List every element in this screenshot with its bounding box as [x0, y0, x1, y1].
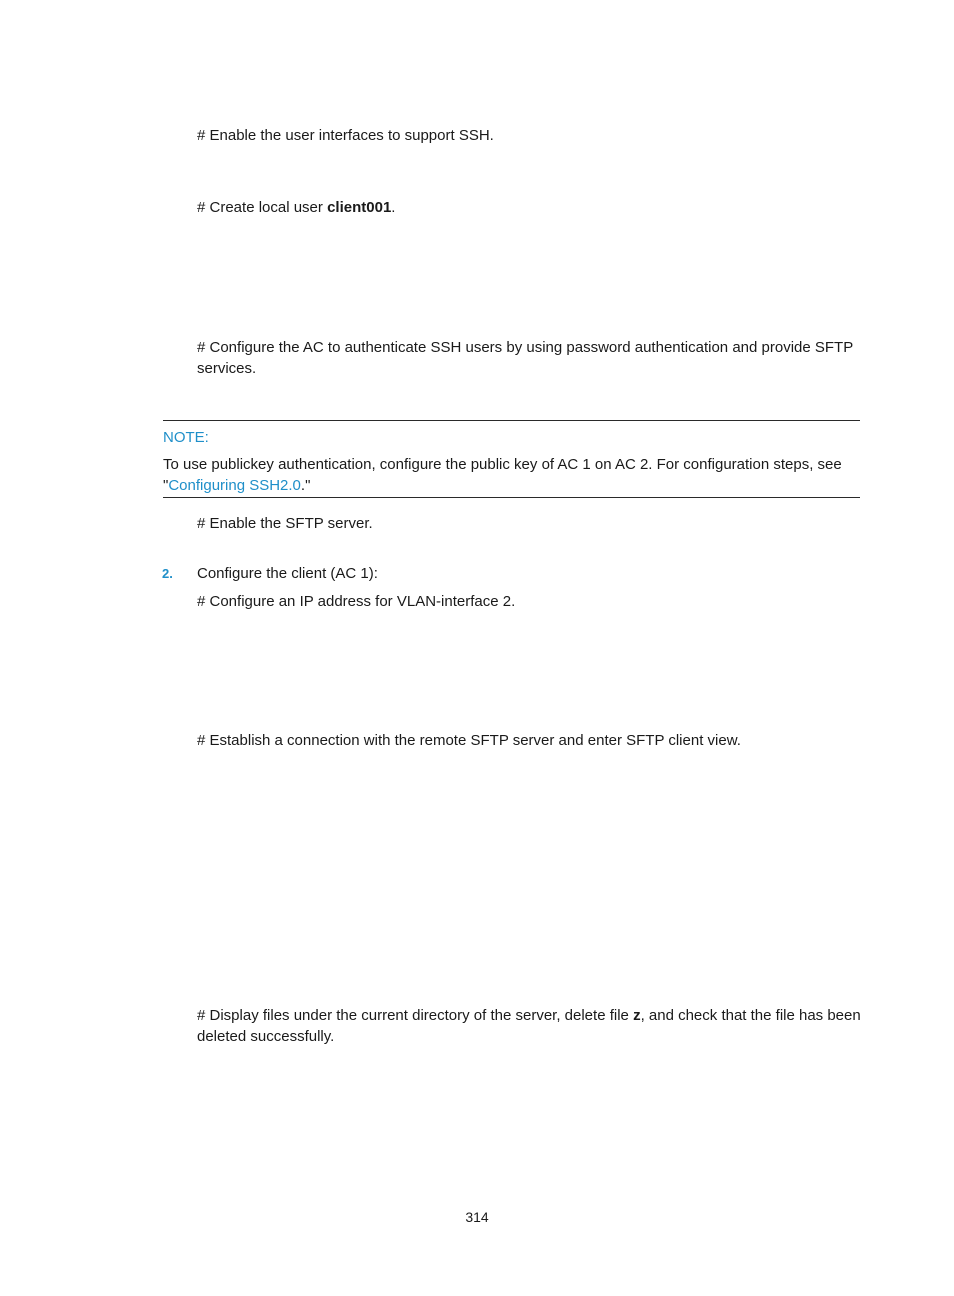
note-top-rule [163, 420, 860, 421]
note-body [163, 454, 863, 496]
note-bottom-rule [163, 497, 860, 498]
instruction-configure-ip: # Configure an IP address for VLAN-interface 2. [197, 593, 516, 610]
instruction-configure-authentication: # Configure the AC to authenticate SSH users by using password authentication and provide SFTP services. [197, 339, 853, 377]
page-number: 314 [465, 1209, 489, 1225]
username-bold: client001 [327, 199, 392, 216]
configuring-ssh-link[interactable]: Configuring SSH2.0 [168, 477, 301, 494]
instruction-text: . [391, 199, 396, 216]
note-text: ." [300, 477, 311, 494]
instruction-text: , and check that the file has been deleted successfully. [197, 1007, 861, 1045]
instruction-create-local-user [197, 197, 395, 218]
instruction-text: # Display files under the current directory of the server, delete file [197, 1007, 634, 1024]
note-label: NOTE: [163, 429, 209, 446]
step-configure-client: Configure the client (AC 1): [197, 565, 378, 582]
instruction-enable-ssh-interfaces: # Enable the user interfaces to support SSH. [197, 127, 494, 144]
instruction-text: # Create local user [197, 199, 328, 216]
instruction-enable-sftp-server: # Enable the SFTP server. [197, 515, 373, 532]
instruction-display-files [197, 1005, 861, 1047]
instruction-establish-connection: # Establish a connection with the remote SFTP server and enter SFTP client view. [197, 732, 741, 749]
filename-bold: z [633, 1007, 641, 1024]
note-text: To use publickey authentication, configure the public key of AC 1 on AC 2. For configuration steps, see " [163, 456, 842, 494]
step-number: 2. [162, 566, 173, 581]
